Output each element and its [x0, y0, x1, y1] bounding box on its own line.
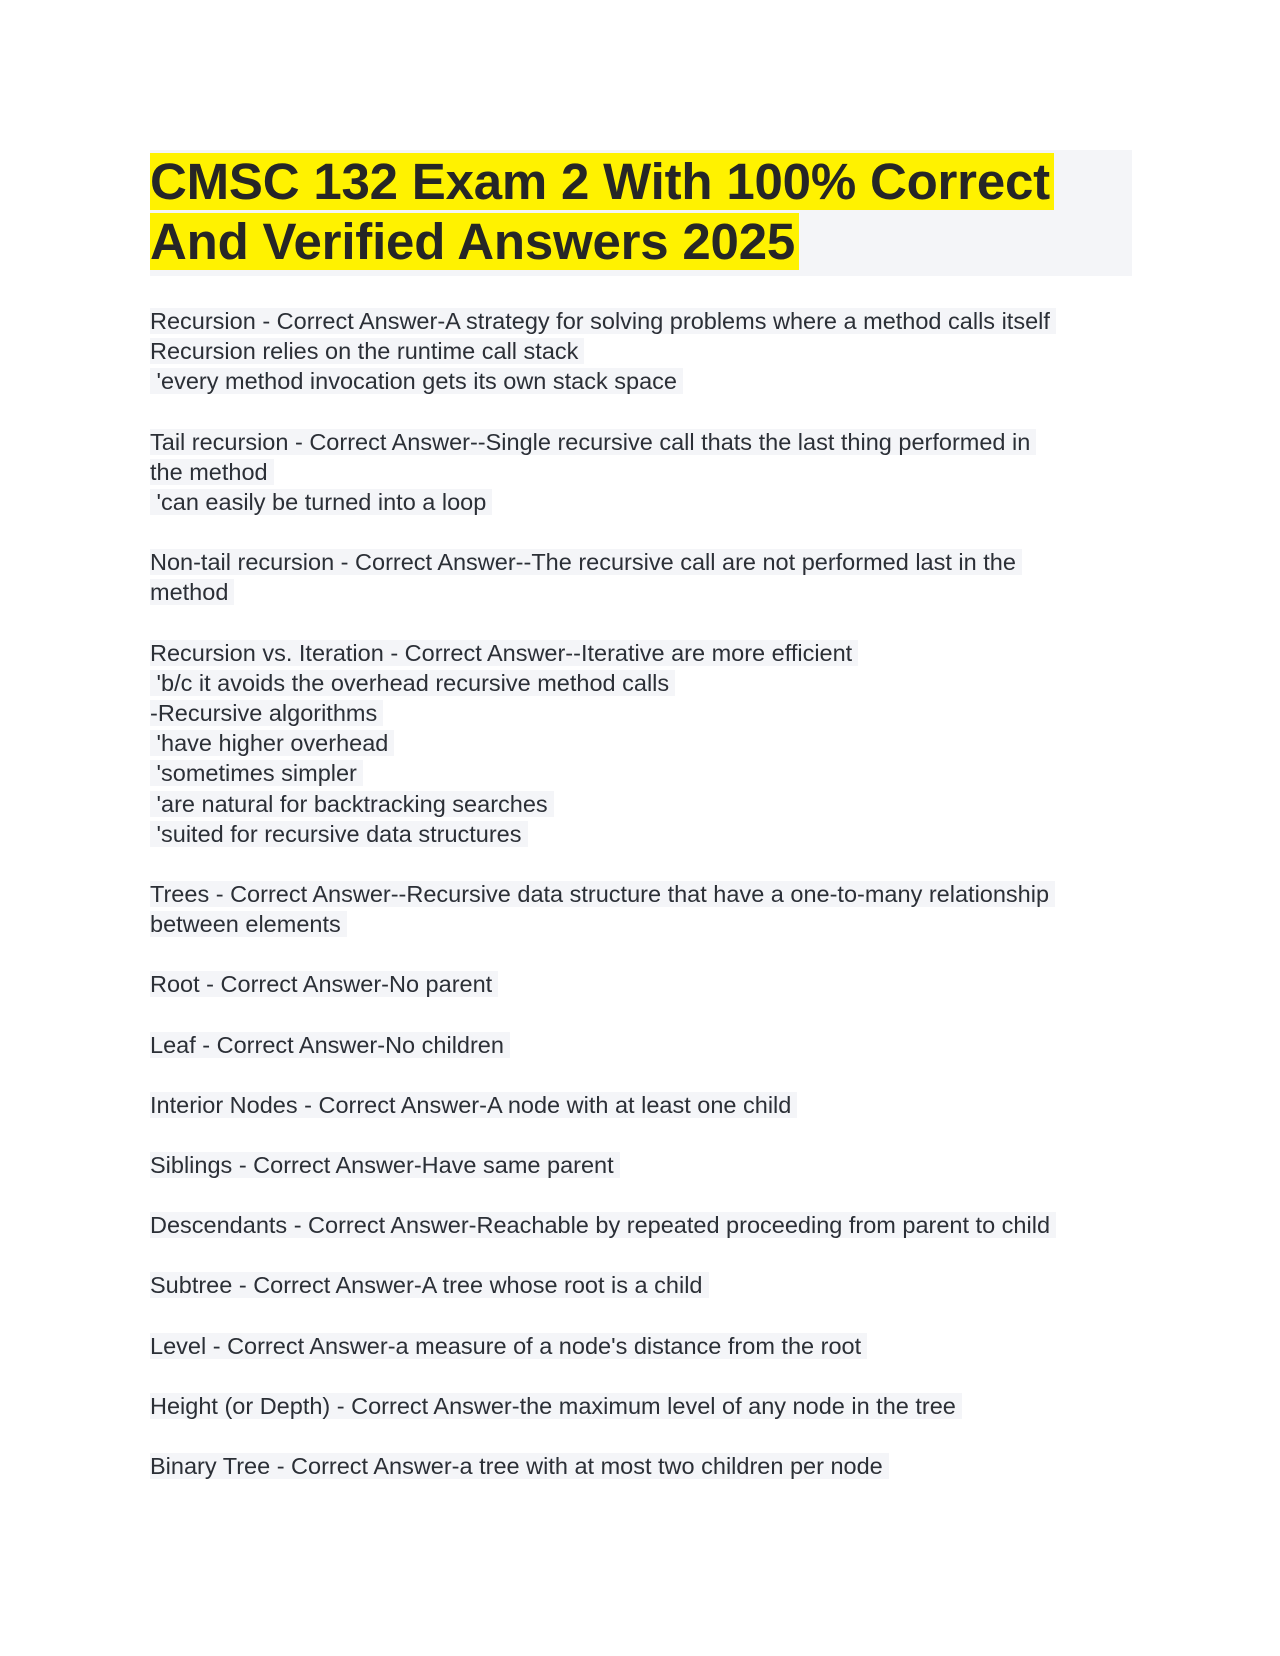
qa-entry — [150, 638, 1132, 849]
qa-line: -Recursive algorithms — [150, 698, 1132, 728]
qa-list — [150, 306, 1132, 1481]
qa-line: between elements — [150, 909, 1132, 939]
qa-entry — [150, 969, 1132, 999]
qa-line: Height (or Depth) - Correct Answer-the maximum level of any node in the tree — [150, 1391, 1132, 1421]
qa-entry — [150, 547, 1132, 607]
title-line: And Verified Answers 2025 — [150, 212, 1132, 272]
qa-line: Non-tail recursion - Correct Answer--The recursive call are not performed last in the — [150, 547, 1132, 577]
document-title — [150, 150, 1132, 276]
qa-line: 'are natural for backtracking searches — [150, 789, 1132, 819]
qa-line: method — [150, 577, 1132, 607]
qa-entry — [150, 306, 1132, 397]
qa-line: 'can easily be turned into a loop — [150, 487, 1132, 517]
qa-line: Binary Tree - Correct Answer-a tree with at most two children per node — [150, 1451, 1132, 1481]
qa-entry — [150, 1210, 1132, 1240]
qa-line: Recursion vs. Iteration - Correct Answer--Iterative are more efficient — [150, 638, 1132, 668]
qa-line: Recursion - Correct Answer-A strategy for solving problems where a method calls itself — [150, 306, 1132, 336]
qa-line: Siblings - Correct Answer-Have same parent — [150, 1150, 1132, 1180]
qa-entry — [150, 1331, 1132, 1361]
qa-entry — [150, 1391, 1132, 1421]
qa-line: Descendants - Correct Answer-Reachable by repeated proceeding from parent to child — [150, 1210, 1132, 1240]
qa-entry — [150, 1451, 1132, 1481]
qa-line: the method — [150, 457, 1132, 487]
qa-line: 'have higher overhead — [150, 728, 1132, 758]
qa-line: Tail recursion - Correct Answer--Single recursive call thats the last thing performed in — [150, 427, 1132, 457]
qa-line: 'every method invocation gets its own stack space — [150, 366, 1132, 396]
qa-entry — [150, 879, 1132, 939]
qa-entry — [150, 427, 1132, 518]
qa-line: 'suited for recursive data structures — [150, 819, 1132, 849]
qa-entry — [150, 1030, 1132, 1060]
qa-line: 'b/c it avoids the overhead recursive method calls — [150, 668, 1132, 698]
document-page — [150, 150, 1132, 1511]
qa-line: Leaf - Correct Answer-No children — [150, 1030, 1132, 1060]
qa-line: Recursion relies on the runtime call stack — [150, 336, 1132, 366]
qa-line: Trees - Correct Answer--Recursive data structure that have a one-to-many relationship — [150, 879, 1132, 909]
title-line: CMSC 132 Exam 2 With 100% Correct — [150, 152, 1132, 212]
qa-entry — [150, 1150, 1132, 1180]
qa-line: Subtree - Correct Answer-A tree whose root is a child — [150, 1270, 1132, 1300]
qa-entry — [150, 1090, 1132, 1120]
qa-entry — [150, 1270, 1132, 1300]
qa-line: 'sometimes simpler — [150, 758, 1132, 788]
qa-line: Root - Correct Answer-No parent — [150, 969, 1132, 999]
qa-line: Level - Correct Answer-a measure of a node's distance from the root — [150, 1331, 1132, 1361]
qa-line: Interior Nodes - Correct Answer-A node with at least one child — [150, 1090, 1132, 1120]
